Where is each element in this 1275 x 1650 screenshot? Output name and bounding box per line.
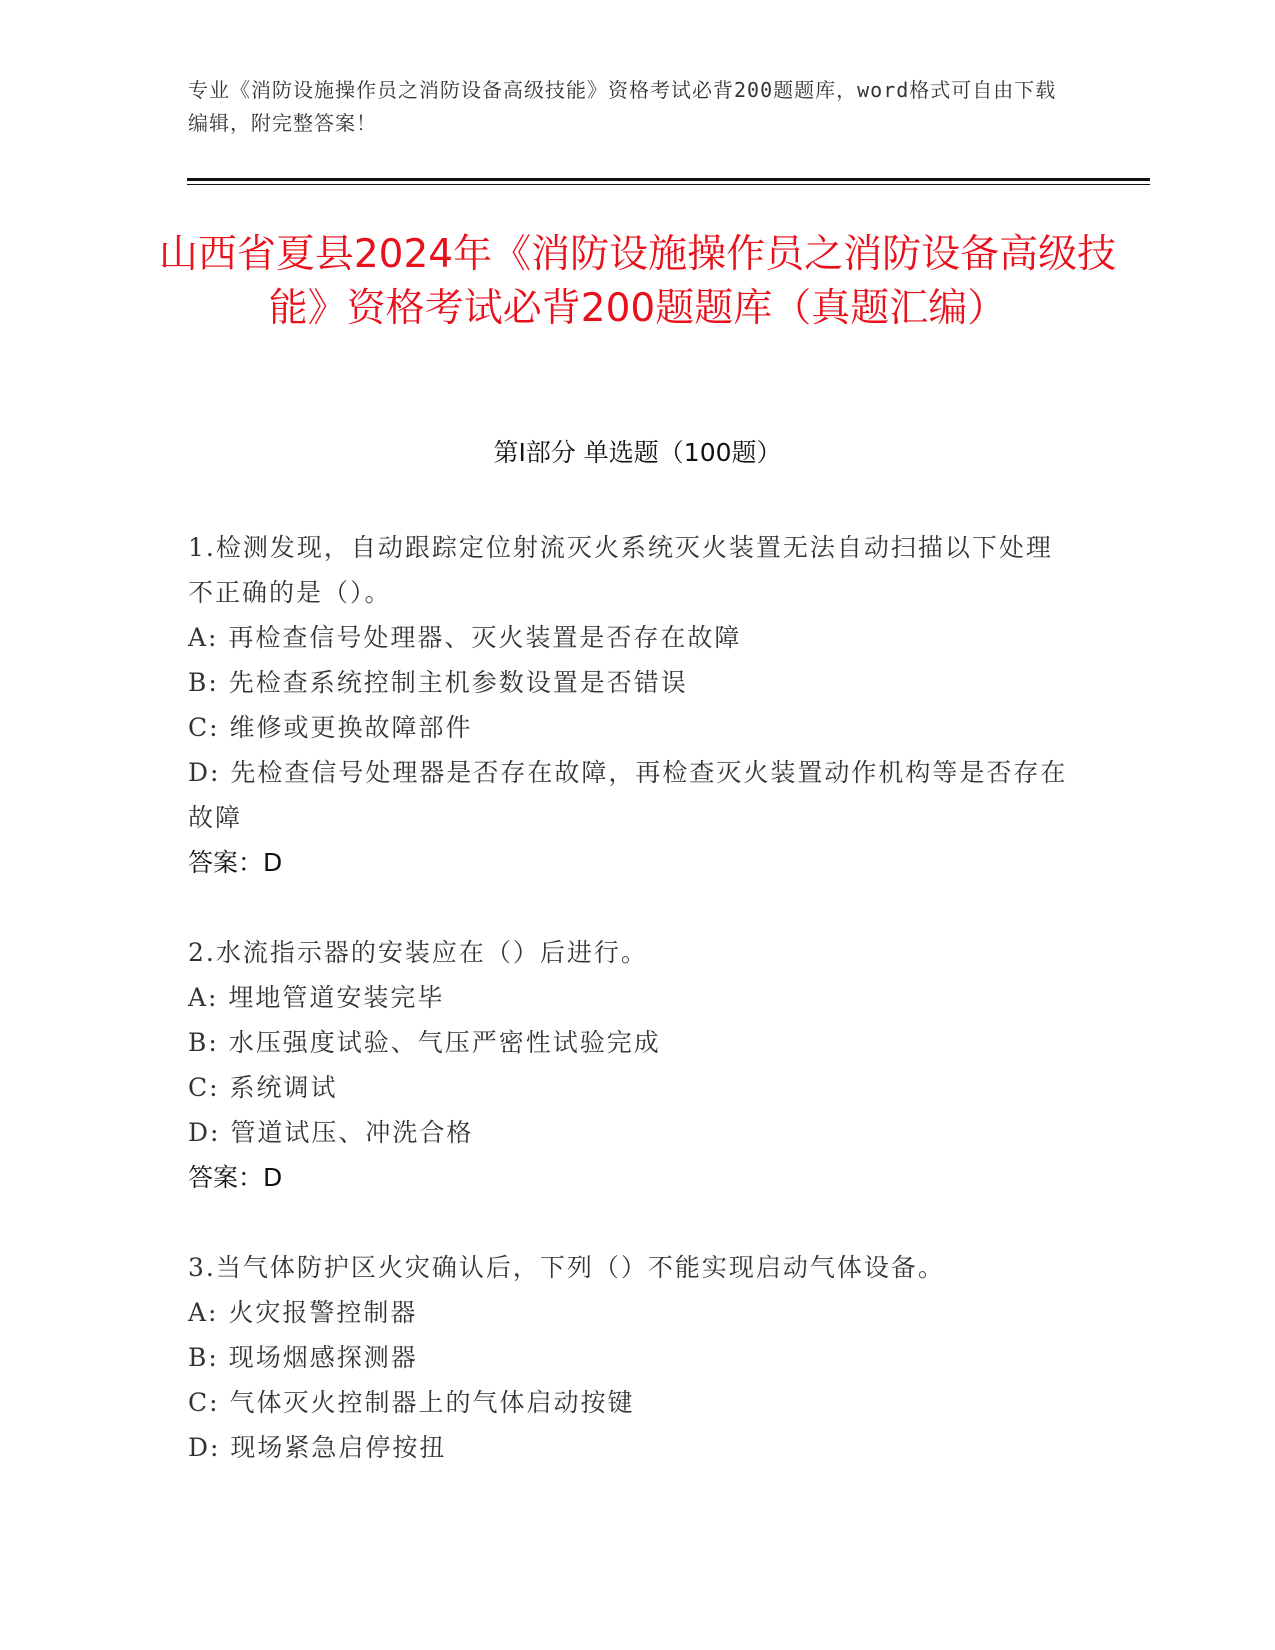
question-stem: 2.水流指示器的安装应在（）后进行。 — [188, 938, 648, 967]
answer-line: 答案：D — [188, 1163, 283, 1192]
option-a: A: 火灾报警控制器 — [188, 1298, 418, 1327]
option-d: D: 先检查信号处理器是否存在故障，再检查灭火装置动作机构等是否存在故障 — [188, 758, 1068, 832]
option-c: C: 气体灭火控制器上的气体启动按键 — [188, 1388, 635, 1417]
header-note: 专业《消防设施操作员之消防设备高级技能》资格考试必背200题题库，word格式可自由下载编辑，附完整答案！ — [188, 78, 1057, 135]
option-c: C: 维修或更换故障部件 — [188, 713, 473, 742]
question-2 — [188, 930, 1088, 1200]
option-b: B: 现场烟感探测器 — [188, 1343, 418, 1372]
question-list — [188, 525, 1088, 1470]
question-stem: 1.检测发现，自动跟踪定位射流灭火系统灭火装置无法自动扫描以下处理不正确的是（）。 — [188, 533, 1053, 607]
option-b: B: 水压强度试验、气压严密性试验完成 — [188, 1028, 661, 1057]
header-divider-thin — [187, 184, 1150, 185]
option-a: A: 再检查信号处理器、灭火装置是否存在故障 — [188, 623, 742, 652]
document-title: 山西省夏县2024年《消防设施操作员之消防设备高级技能》资格考试必背200题题库（真题汇编） — [158, 232, 1117, 331]
option-d: D: 现场紧急启停按扭 — [188, 1433, 447, 1462]
section-heading: 第Ⅰ部分 单选题（100题） — [493, 438, 782, 467]
header-divider-thick — [187, 178, 1150, 181]
option-d: D: 管道试压、冲洗合格 — [188, 1118, 474, 1147]
answer-line: 答案：D — [188, 848, 283, 877]
option-c: C: 系统调试 — [188, 1073, 338, 1102]
question-1 — [188, 525, 1088, 885]
option-b: B: 先检查系统控制主机参数设置是否错误 — [188, 668, 688, 697]
question-3 — [188, 1245, 1088, 1470]
option-a: A: 埋地管道安装完毕 — [188, 983, 445, 1012]
question-spacer — [188, 1200, 1088, 1245]
question-stem: 3.当气体防护区火灾确认后，下列（）不能实现启动气体设备。 — [188, 1253, 945, 1282]
question-spacer — [188, 885, 1088, 930]
